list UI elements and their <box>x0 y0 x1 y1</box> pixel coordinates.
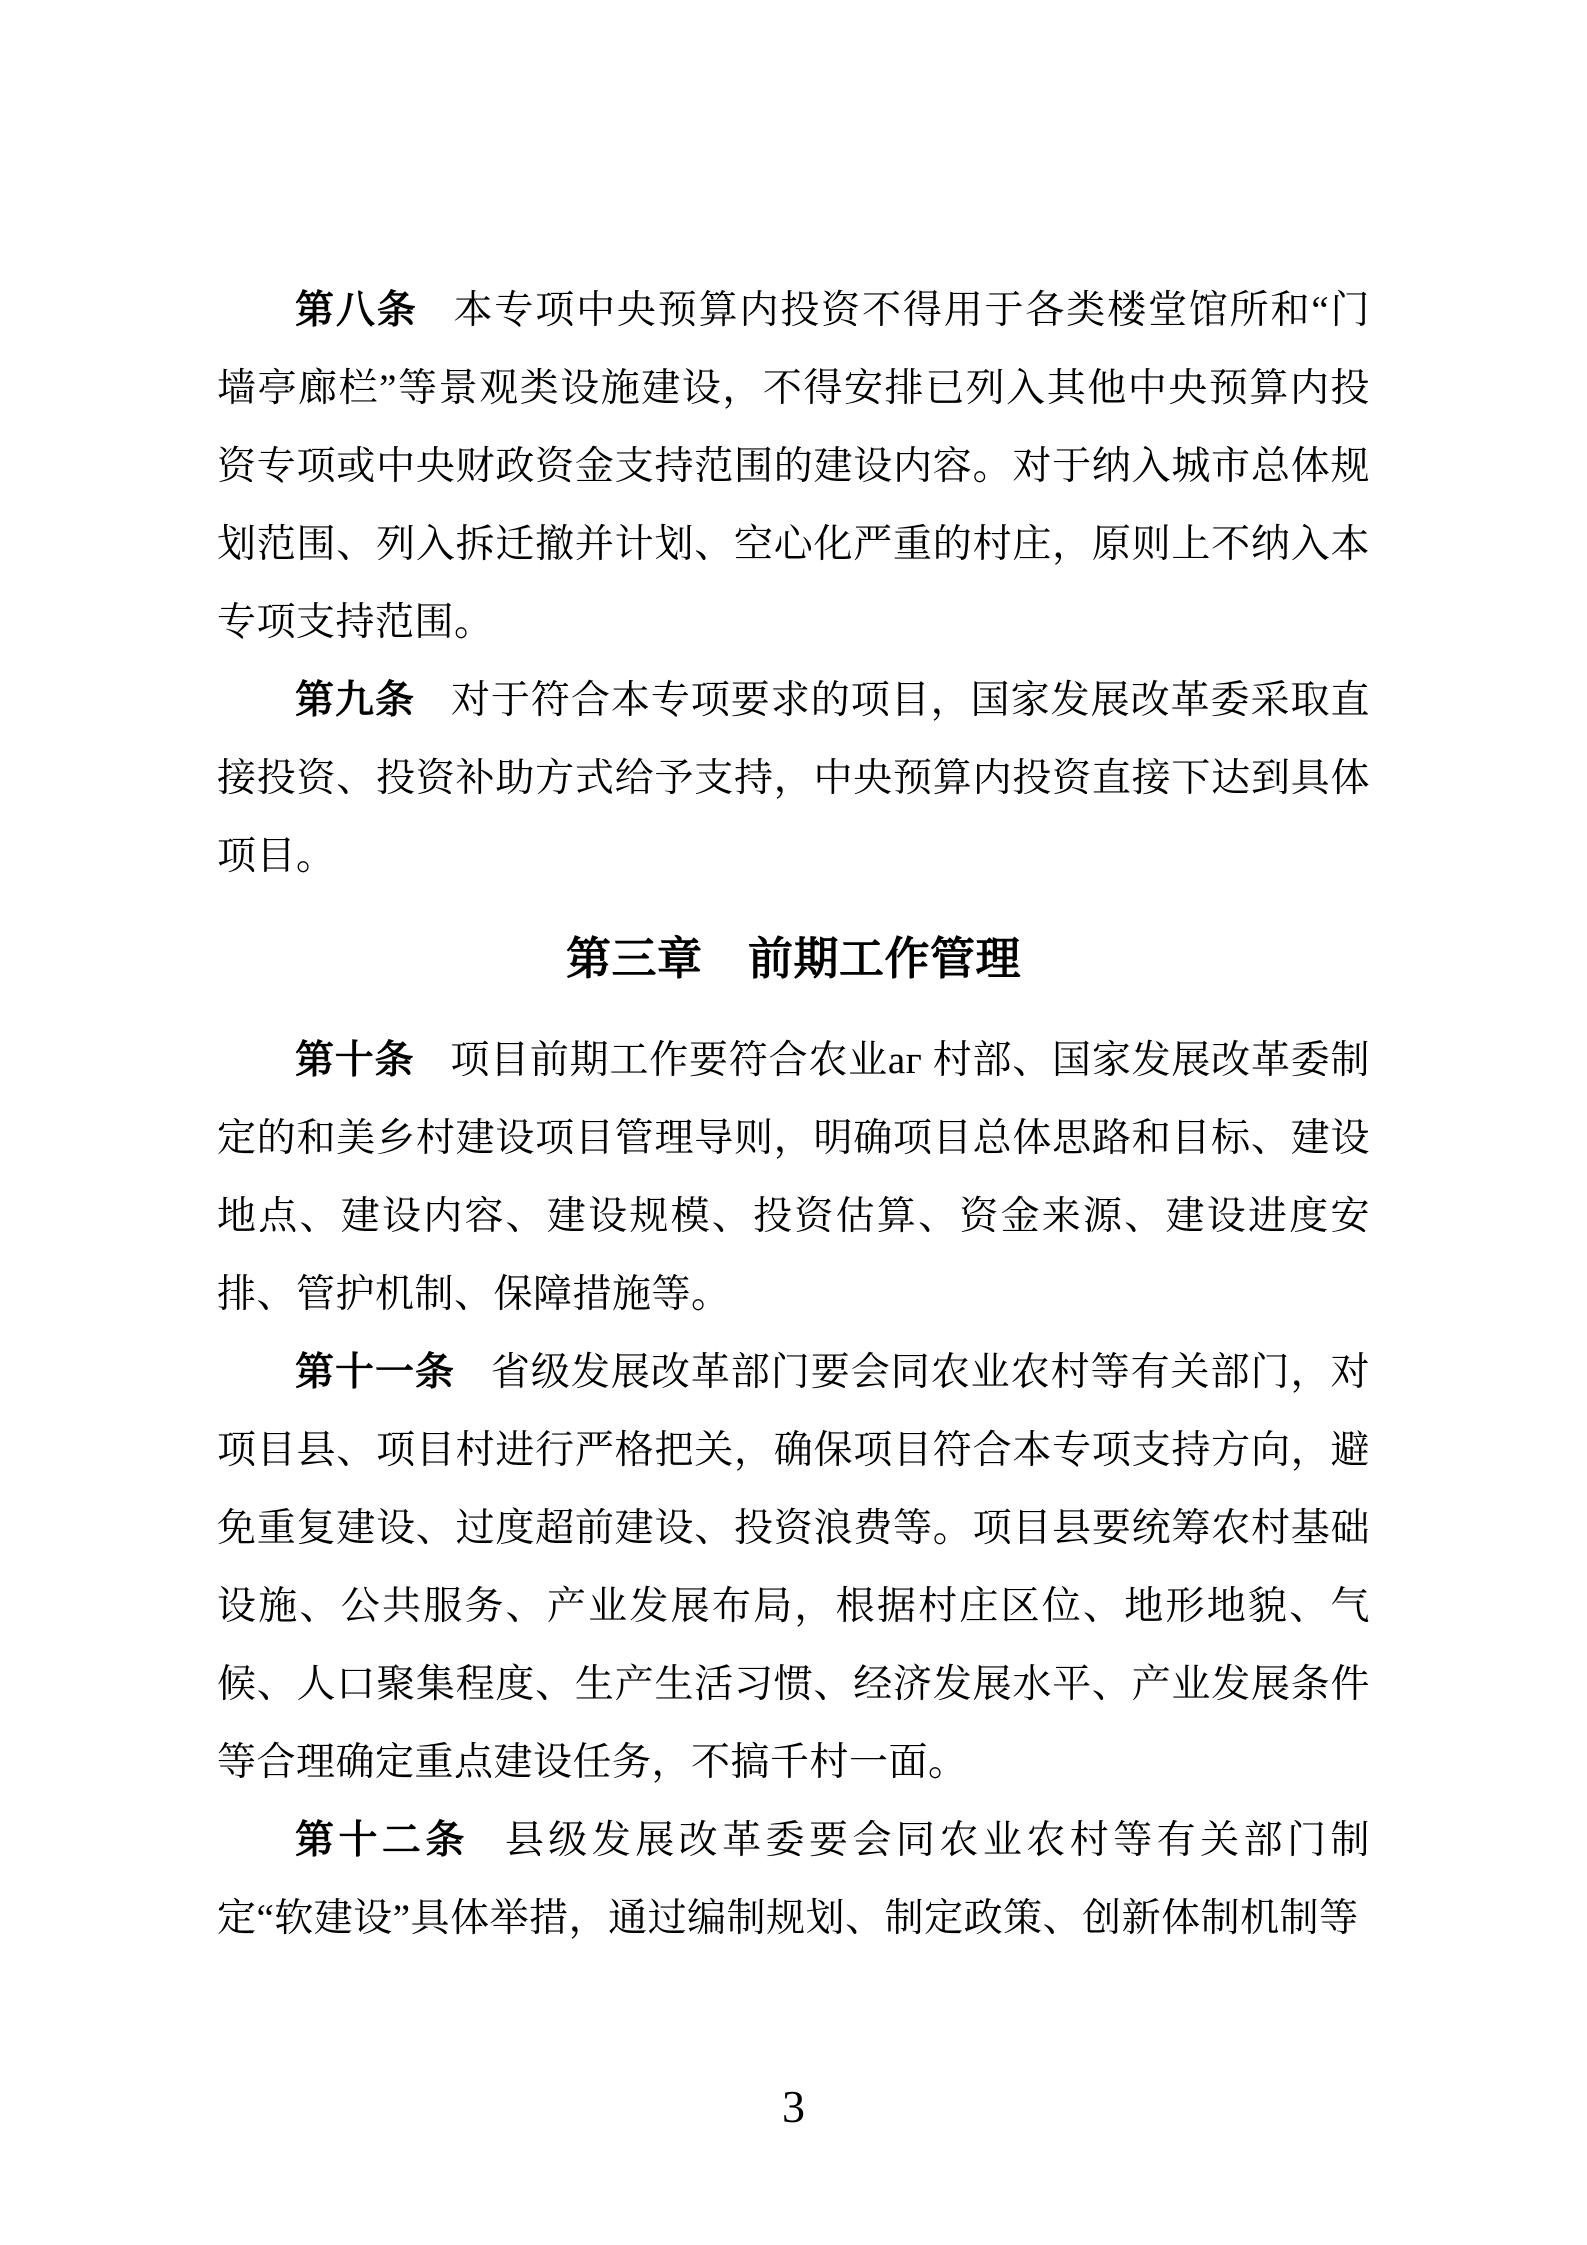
article-12-text: 县级发展改革委要会同农业农村等有关部门制定“软建设”具体举措，通过编制规划、制定政策、创新体制机制等 <box>217 1819 1370 1940</box>
article-12-paragraph <box>217 1802 1370 1958</box>
article-12-label: 第十二条 <box>295 1819 469 1862</box>
article-11-label: 第十一条 <box>295 1351 455 1394</box>
article-9-text: 对于符合本专项要求的项目，国家发展改革委采取直接投资、投资补助方式给予支持，中央预算内投资直接下达到具体项目。 <box>217 679 1370 878</box>
article-8-paragraph <box>217 272 1370 662</box>
article-10-text: 项目前期工作要符合农业аг 村部、国家发展改革委制定的和美乡村建设项目管理导则，明确项目总体思路和目标、建设地点、建设内容、建设规模、投资估算、资金来源、建设进度安排、管护机制、保障措施等。 <box>217 1039 1370 1316</box>
article-8-text: 本专项中央预算内投资不得用于各类楼堂馆所和“门墙亭廊栏”等景观类设施建设，不得安排已列入其他中央预算内投资专项或中央财政资金支持范围的建设内容。对于纳入城市总体规划范围、列入拆迁撤并计划、空心化严重的村庄，原则上不纳入本专项支持范围。 <box>217 289 1370 644</box>
article-10-paragraph <box>217 1022 1370 1334</box>
document-body <box>217 272 1370 1958</box>
article-11-text: 省级发展改革部门要会同农业农村等有关部门，对项目县、项目村进行严格把关，确保项目符合本专项支持方向，避免重复建设、过度超前建设、投资浪费等。项目县要统筹农村基础设施、公共服务、产业发展布局，根据村庄区位、地形地貌、气候、人口聚集程度、生产生活习惯、经济发展水平、产业发展条件等合理确定重点建设任务，不搞千村一面。 <box>217 1351 1370 1784</box>
article-9-label: 第九条 <box>295 679 415 722</box>
article-11-paragraph <box>217 1334 1370 1802</box>
article-8-label: 第八条 <box>295 289 418 332</box>
page-number: 3 <box>782 2081 805 2132</box>
article-9-paragraph <box>217 662 1370 896</box>
article-10-label: 第十条 <box>295 1039 415 1082</box>
chapter-heading: 第三章 前期工作管理 <box>565 933 1021 984</box>
